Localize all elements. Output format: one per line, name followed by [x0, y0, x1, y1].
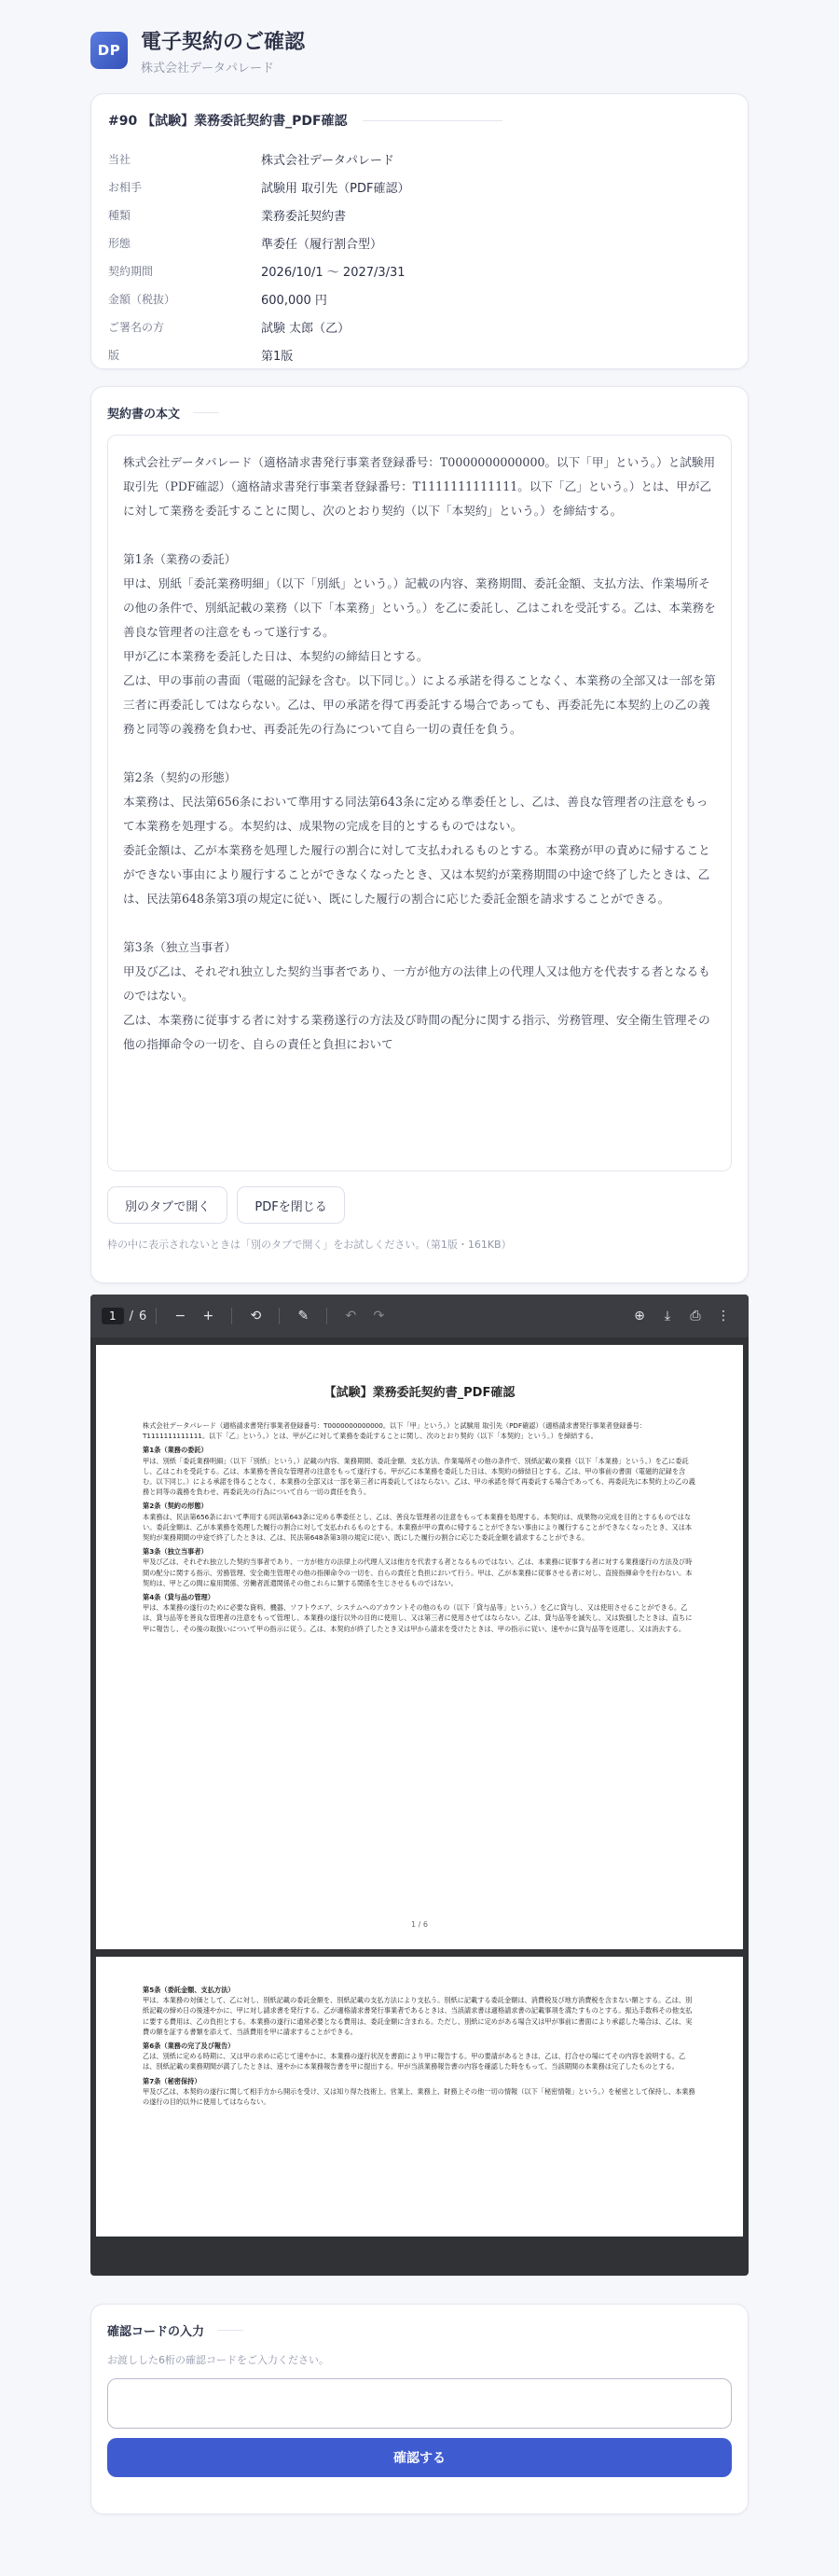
article-paragraph: 乙は、本業務に従事する者に対する業務遂行の方法及び時間の配分に関する指示、労務管理、安全衛生管理その他の指揮命令の一切を、自らの責任と負担において — [123, 1013, 710, 1051]
article-paragraph: 委託金額は、乙が本業務を処理した履行の割合に対して支払われるものとする。本業務が甲の責めに帰することができない事由により履行することができなくなったとき、又は本契約が業務期間の中途で終了したときは、乙は、民法第648条第3項の規定に従い、既にした履行の割合に応じた委託金額を請求することができる。 — [123, 843, 710, 906]
field-row — [108, 256, 748, 284]
pdf-paragraph: 本業務は、民法第656条において準用する同法第643条に定める準委任とし、乙は、善良な管理者の注意をもって本業務を処理する。本契約は、成果物の完成を目的とするものではない。委託金額は、乙が本業務を処理した履行の割合に対して支払われるものとする。本業務が甲の責めに帰することができない事由により履行することができなくなったとき、又は本契約が業務期間の中途で終了したときは、乙は、民法第648条第3項の規定に従い、既にした履行の割合に応じた委託金額を請求することができる。 — [143, 1512, 693, 1543]
pdf-article-title: 第5条（委託金額、支払方法） — [143, 1986, 235, 1994]
article-title: 第2条（契約の形態） — [123, 770, 237, 784]
article-paragraph: 甲が乙に本業務を委託した日は、本契約の締結日とする。 — [123, 649, 429, 663]
article-title: 第3条（独立当事者） — [123, 940, 237, 954]
field-value: 業務委託契約書 — [261, 209, 347, 224]
article-title: 第1条（業務の委託） — [123, 552, 237, 566]
page-title: 電子契約のご確認 — [141, 30, 306, 54]
page-separator: / — [129, 1309, 134, 1323]
field-label: 種類 — [108, 208, 131, 222]
confirmation-heading-text: 確認コードの入力 — [107, 2325, 205, 2339]
pdf-doc-title: 【試験】業務委託契約書_PDF確認 — [323, 1386, 516, 1400]
download-icon[interactable]: ⤓ — [664, 1309, 671, 1323]
open-new-tab-button[interactable]: 別のタブで開く — [107, 1186, 227, 1224]
contract-text-scroll[interactable] — [107, 435, 732, 1171]
add-annotation-icon[interactable]: ⊕ — [634, 1309, 645, 1323]
article-paragraph: 乙は、甲の事前の書面（電磁的記録を含む。以下同じ。）による承諾を得ることなく、本業務の全部又は一部を第三者に再委託してはならない。乙は、甲の承諾を得て再委託する場合であっても、再委託先に本契約上の乙の義務と同等の義務を負わせ、再委託先の行為について自ら一切の責任を負う。 — [123, 673, 716, 736]
document-info-card — [90, 93, 749, 369]
field-label: ご署名の方 — [108, 320, 165, 334]
print-icon[interactable]: ⎙ — [690, 1309, 701, 1323]
heading-divider — [217, 2330, 243, 2331]
pdf-article-title: 第7条（秘密保持） — [143, 2076, 201, 2085]
field-value: 2026/10/1 〜 2027/3/31 — [261, 265, 406, 280]
field-row — [108, 284, 748, 312]
pdf-article-title: 第6条（業務の完了及び報告） — [143, 2042, 235, 2051]
pdf-paragraph: 甲及び乙は、本契約の遂行に関して相手方から開示を受け、又は知り得た技術上、営業上、業務上、財務上その他一切の情報（以下「秘密情報」という。）を秘密として保持し、本業務の遂行の目的以外に使用してはならない。 — [143, 2086, 695, 2107]
field-value: 600,000 円 — [261, 293, 327, 308]
pdf-action-buttons — [107, 1186, 732, 1224]
field-label: 版 — [108, 348, 120, 362]
toolbar-divider — [326, 1308, 327, 1324]
article-paragraph: 甲は、別紙「委託業務明細」（以下「別紙」という。）記載の内容、業務期間、委託金額、支払方法、作業場所その他の条件で、別紙記載の業務（以下「本業務」という。）を乙に委託し、乙はこれを受託する。乙は、本業務を善良な管理者の注意をもって遂行する。 — [123, 576, 716, 639]
pdf-page — [96, 1345, 743, 1949]
pdf-hint-text: 枠の中に表示されないときは「別のタブで開く」をお試しください。（第1版・161KB） — [107, 1239, 512, 1251]
contract-body-heading-text: 契約書の本文 — [107, 408, 181, 422]
document-title-text: #90 【試験】業務委託契約書_PDF確認 — [108, 114, 348, 129]
zoom-in-icon[interactable]: + — [202, 1309, 214, 1323]
field-value: 準委任（履行割合型） — [261, 237, 383, 252]
page-header — [90, 24, 749, 76]
toolbar-divider — [156, 1308, 157, 1324]
page-container — [90, 0, 749, 2514]
pdf-paragraph: 甲は、本業務の対価として、乙に対し、別紙記載の委託金額を、別紙記載の支払方法により支払う。別紙に記載する委託金額は、消費税及び地方消費税を含まない額とする。乙は、別紙記載の締め日の後速やかに、甲に対し請求書を発行する。乙が適格請求書発行事業者であるときは、当該請求書は適格請求書の記載事項を満たすものとする。振込手数料その他支払に要する費用は、乙の負担とする。本業務の遂行に通常必要となる費用は、委託金額に含まれる。ただし、別紙に定めがある場合又は甲が事前に書面により承認した場合は、乙は、実費の額を証する書類を添えて、当該費用を甲に請求することができる。 — [143, 1996, 693, 2036]
pdf-paragraph: 甲は、本業務の遂行のために必要な資料、機器、ソフトウエア、システムへのアカウントその他のもの（以下「貸与品等」という。）を乙に貸与し、又は使用させることができる。乙は、貸与品等を善良な管理者の注意をもって管理し、本業務の遂行以外の目的に使用し、又は第三者に使用させてはならない。乙は、貸与品等を滅失し、又は毀損したときは、直ちに甲に報告し、その後の取扱いについて甲の指示に従う。乙は、本契約が終了したとき又は甲から請求を受けたときは、甲の指示に従い、速やかに貸与品等を返還し、又は消去する。 — [143, 1603, 693, 1633]
zoom-out-icon[interactable]: − — [174, 1309, 186, 1323]
document-fields — [108, 145, 748, 368]
pdf-page-number: 1 / 6 — [411, 1920, 428, 1929]
contract-body-heading — [107, 404, 732, 422]
field-row — [108, 340, 748, 368]
field-value: 株式会社データパレード — [261, 153, 394, 168]
pdf-page-text — [143, 1420, 696, 1634]
toolbar-divider — [279, 1308, 280, 1324]
field-label: 当社 — [108, 152, 131, 166]
document-title — [108, 111, 748, 130]
field-row — [108, 312, 748, 340]
pdf-paragraph: 甲は、別紙「委託業務明細」（以下「別紙」という。）記載の内容、業務期間、委託金額、支払方法、作業場所その他の条件で、別紙記載の業務（以下「本業務」という。）を乙に委託し、乙はこれを受託する。乙は、本業務を善良な管理者の注意をもって遂行する。甲が乙に本業務を委託した日は、本契約の締結日とする。乙は、甲の事前の書面（電磁的記録を含む。以下同じ。）による承諾を得ることなく、本業務の全部又は一部を第三者に再委託してはならない。乙は、甲の承諾を得て再委託する場合であっても、再委託先に本契約上の乙の義務と同等の義務を負わせ、再委託先の行為について自ら一切の責任を負う。 — [143, 1456, 695, 1497]
pdf-article-title: 第1条（業務の委託） — [143, 1446, 208, 1455]
toolbar-divider — [231, 1308, 232, 1324]
page-number-input[interactable]: 1 — [102, 1308, 124, 1324]
confirmation-code-input[interactable] — [107, 2378, 732, 2429]
pdf-page — [96, 1957, 743, 2237]
pdf-paragraph: 乙は、別紙に定める時期に、又は甲の求めに応じて速やかに、本業務の遂行状況を書面により甲に報告する。甲の要請があるときは、乙は、打合せの場にてその内容を説明する。乙は、別紙記載の業務期間が満了したときは、速やかに本業務報告書を甲に提出する。甲が当該業務報告書の内容を確認した時をもって、当該期間の本業務は完了したものとする。 — [143, 2052, 686, 2071]
draw-icon[interactable]: ✎ — [297, 1309, 309, 1323]
heading-divider — [193, 412, 219, 413]
field-label: 金額（税抜） — [108, 292, 176, 306]
app-logo: DP — [90, 32, 128, 69]
page-subtitle: 株式会社データパレード — [141, 61, 274, 76]
more-options-icon[interactable]: ⋮ — [717, 1309, 730, 1323]
pdf-pages[interactable] — [90, 1337, 749, 2237]
rotate-icon[interactable]: ⟲ — [250, 1309, 262, 1323]
pdf-article-title: 第2条（契約の形態） — [143, 1502, 208, 1511]
confirmation-description: お渡しした6桁の確認コードをご入力ください。 — [107, 2354, 329, 2366]
redo-icon[interactable]: ↷ — [373, 1309, 385, 1323]
field-label: 契約期間 — [108, 264, 154, 278]
pdf-article-title: 第3条（独立当事者） — [143, 1547, 208, 1557]
contract-intro: 株式会社データパレード（適格請求書発行事業者登録番号：T0000000000000。以下「甲」という。）と試験用 取引先（PDF確認）（適格請求書発行事業者登録番号：T1111111111111。以下「乙」という。）とは、甲が乙に対して業務を委託することに関し、次のとおり契約（以下「本契約」という。）を締結する。 — [123, 455, 716, 518]
field-value: 試験用 取引先（PDF確認） — [261, 181, 410, 196]
undo-icon[interactable]: ↶ — [345, 1309, 357, 1323]
field-label: 形態 — [108, 236, 131, 250]
title-divider — [363, 120, 502, 121]
total-pages: 6 — [139, 1309, 147, 1323]
pdf-paragraph: 株式会社データパレード（適格請求書発行事業者登録番号：T0000000000000。以下「甲」という。）と試験用 取引先（PDF確認）（適格請求書発行事業者登録番号：T1111111111111。以下「乙」という。）とは、甲が乙に対して業務を委託することに関し、次のとおり契約（以下「本契約」という。）を締結する。 — [143, 1421, 647, 1441]
field-row — [108, 145, 748, 173]
field-row — [108, 173, 748, 201]
article-paragraph: 甲及び乙は、それぞれ独立した契約当事者であり、一方が他方の法律上の代理人又は他方を代表する者となるものではない。 — [123, 964, 710, 1003]
pdf-article-title: 第4条（貸与品の管理） — [143, 1593, 214, 1602]
contract-body-card — [90, 386, 749, 1283]
pdf-page-text — [143, 1985, 696, 2107]
close-pdf-button[interactable]: PDFを閉じる — [237, 1186, 344, 1224]
article-paragraph: 本業務は、民法第656条において準用する同法第643条に定める準委任とし、乙は、善良な管理者の注意をもって本業務を処理する。本契約は、成果物の完成を目的とするものではない。 — [123, 795, 708, 833]
pdf-viewer[interactable] — [90, 1295, 749, 2276]
pdf-paragraph: 甲及び乙は、それぞれ独立した契約当事者であり、一方が他方の法律上の代理人又は他方を代表する者となるものではない。乙は、本業務に従事する者に対する業務遂行の方法及び時間の配分に関する指示、労務管理、安全衛生管理その他の指揮命令の一切を、自らの責任と負担において行う。甲は、乙が本業務に従事させる者に対し、直接指揮命令を行わない。本契約は、甲と乙の間に雇用関係、労働者派遣関係その他これらに類する関係を生じさせるものではない。 — [143, 1558, 693, 1587]
confirm-button[interactable]: 確認する — [107, 2438, 732, 2477]
pdf-toolbar — [90, 1295, 749, 1337]
confirmation-card — [90, 2304, 749, 2514]
field-row — [108, 201, 748, 229]
field-value: 第1版 — [261, 349, 294, 364]
field-row — [108, 229, 748, 256]
confirmation-heading — [107, 2321, 732, 2339]
field-label: お相手 — [108, 180, 143, 194]
field-value: 試験 太郎（乙） — [261, 321, 351, 336]
